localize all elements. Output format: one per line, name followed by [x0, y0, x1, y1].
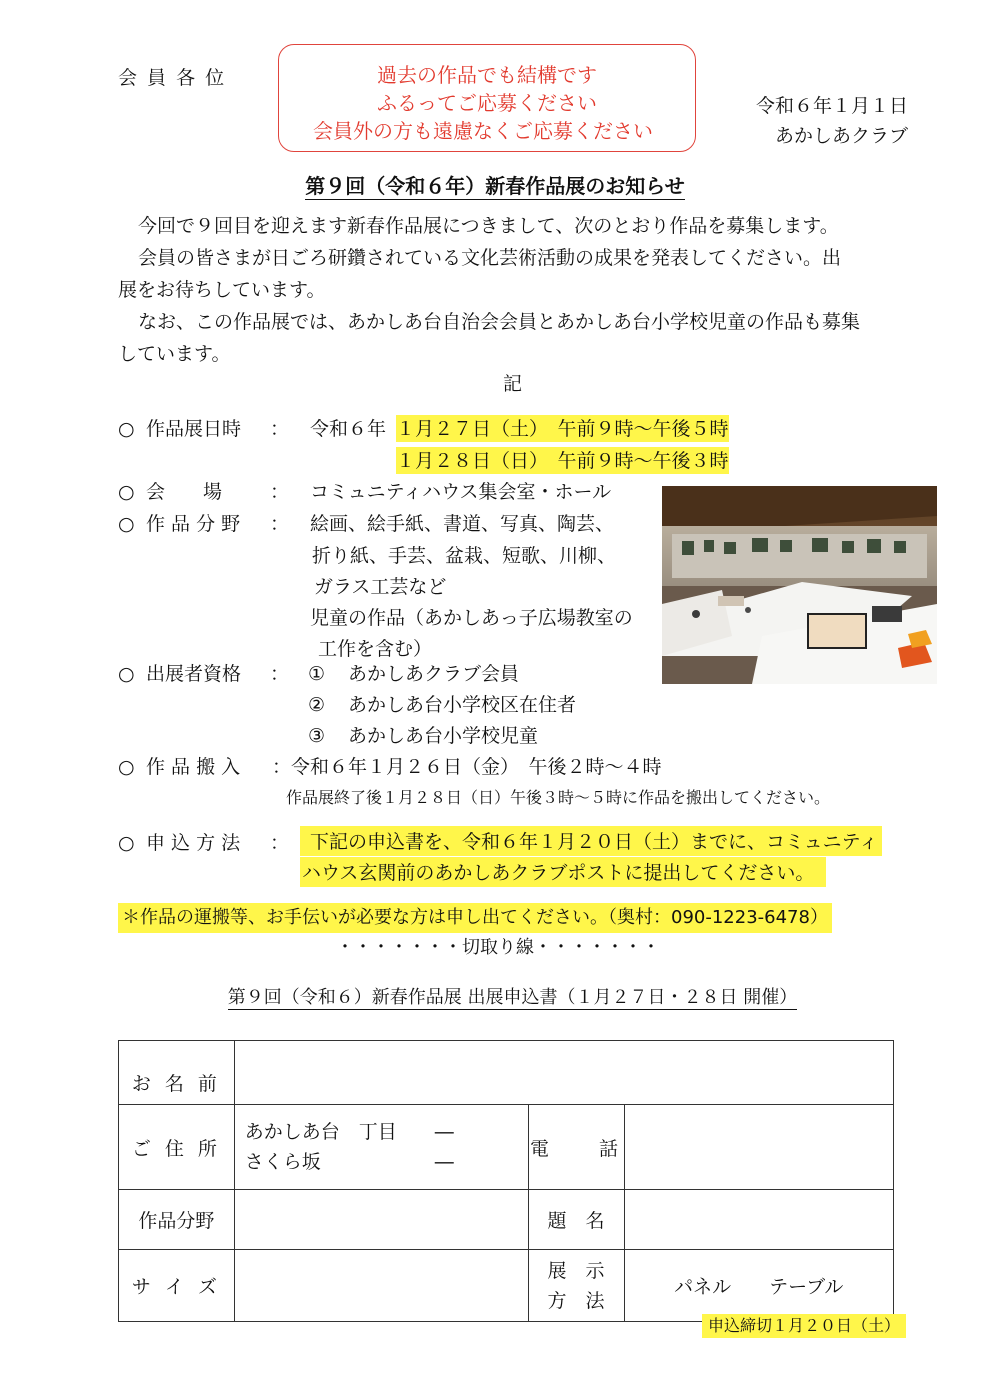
address-line: さくら坂 ― [244, 1151, 454, 1173]
phone-label: 電 話 [528, 1105, 624, 1190]
eligibility-num: ② [308, 694, 326, 716]
issue-date: 令和６年１月１日 [755, 95, 908, 117]
address-field[interactable] [234, 1105, 528, 1190]
venue-value: コミュニティハウス集会室・ホール [310, 481, 612, 503]
genre-field[interactable] [234, 1190, 528, 1250]
exhibition-hall-illustration [662, 486, 937, 684]
help-note: ＊作品の運搬等、お手伝いが必要な方は申し出てください。（奥村：090-1223-6478） [118, 903, 832, 933]
genre-label: 作 品 分 野 [146, 513, 241, 535]
bullet: ○ [118, 481, 135, 503]
venue-label: 会 場 [146, 481, 223, 503]
notice-line: 過去の作品でも結構です [377, 63, 597, 87]
intro-line: 今回で９回目を迎えます新春作品展につきまして、次のとおり作品を募集します。 [138, 215, 839, 237]
apply-line: 下記の申込書を、令和６年１月２０日（土）までに、コミュニティ [300, 826, 882, 856]
ki-label: 記 [502, 373, 522, 395]
notice-line: 会員外の方も遠慮なくご応募ください [313, 119, 653, 143]
eligibility-item: あかしあクラブ会員 [348, 663, 520, 685]
bullet: ○ [118, 513, 135, 535]
cut-line: ・・・・・・・切取り線・・・・・・・ [336, 937, 660, 958]
datetime-prefix: 令和６年 [310, 418, 387, 440]
intro-line: なお、この作品展では、あかしあ台自治会会員とあかしあ台小学校児童の作品も募集 [138, 311, 861, 333]
size-field[interactable] [234, 1250, 528, 1322]
colon: ： [270, 418, 290, 440]
address-line: あかしあ台 丁目 ― [244, 1121, 454, 1143]
bullet: ○ [118, 756, 135, 778]
genre-line: 工作を含む） [318, 638, 433, 660]
bullet: ○ [118, 663, 135, 685]
genre-field-label: 作品分野 [119, 1190, 235, 1250]
application-form [118, 1040, 894, 1322]
datetime-day1: １月２７日（土） 午前９時～午後５時 [396, 415, 729, 442]
genre-line: 児童の作品（あかしあっ子広場教室の [310, 607, 633, 629]
genre-line: 折り紙、手芸、盆栽、短歌、川柳、 [312, 545, 617, 567]
name-label: お 名 前 [119, 1041, 235, 1105]
address-label: ご 住 所 [119, 1105, 235, 1190]
intro-line: 展をお待ちしています。 [118, 279, 326, 301]
eligibility-num: ① [308, 663, 326, 685]
eligibility-item: あかしあ台小学校区在住者 [348, 694, 577, 716]
page-title: 第９回（令和６年）新春作品展のお知らせ [305, 174, 685, 198]
display-label: 展 示 方 法 [528, 1250, 624, 1322]
size-label: サ イ ズ [119, 1250, 235, 1322]
deadline-badge: 申込締切１月２０日（土） [702, 1314, 906, 1338]
delivery-label: 作 品 搬 入 [146, 756, 241, 778]
eligibility-item: あかしあ台小学校児童 [348, 725, 539, 747]
recipients: 会 員 各 位 [118, 67, 227, 89]
notice-box [278, 44, 696, 152]
work-title-label: 題 名 [528, 1190, 624, 1250]
eligibility-num: ③ [308, 725, 326, 747]
intro-line: 会員の皆さまが日ごろ研鑽されている文化芸術活動の成果を発表してください。出 [138, 247, 842, 269]
colon: ： [270, 663, 290, 685]
delivery-value: ：令和６年１月２６日（金） 午後２時～４時 [272, 756, 662, 778]
colon: ： [270, 481, 290, 503]
apply-line: ハウス玄関前のあかしあクラブポストに提出してください。 [300, 857, 826, 887]
intro-line: しています。 [118, 343, 231, 365]
form-title: 第９回（令和６）新春作品展 出展申込書（１月２７日・２８日 開催） [227, 987, 798, 1008]
bullet: ○ [118, 418, 135, 440]
exhibition-photo [662, 486, 937, 684]
datetime-day2: １月２８日（日） 午前９時～午後３時 [396, 447, 729, 474]
name-field[interactable] [234, 1041, 893, 1105]
organization: あかしあクラブ [774, 125, 908, 147]
work-title-field[interactable] [624, 1190, 894, 1250]
genre-line: 絵画、絵手紙、書道、写真、陶芸、 [310, 513, 615, 535]
datetime-label: 作品展日時 [146, 418, 242, 440]
phone-field[interactable] [624, 1105, 894, 1190]
apply-label: 申 込 方 法 [146, 832, 241, 854]
notice-line: ふるってご応募ください [377, 91, 597, 115]
bullet: ○ [118, 832, 135, 854]
colon: ： [270, 513, 290, 535]
delivery-note: 作品展終了後１月２８日（日）午後３時～５時に作品を搬出してください。 [286, 788, 831, 807]
colon: ： [270, 832, 290, 854]
eligibility-label: 出展者資格 [146, 663, 242, 685]
display-options[interactable]: パネル テーブル [624, 1250, 894, 1322]
genre-line: ガラス工芸など [314, 576, 447, 598]
